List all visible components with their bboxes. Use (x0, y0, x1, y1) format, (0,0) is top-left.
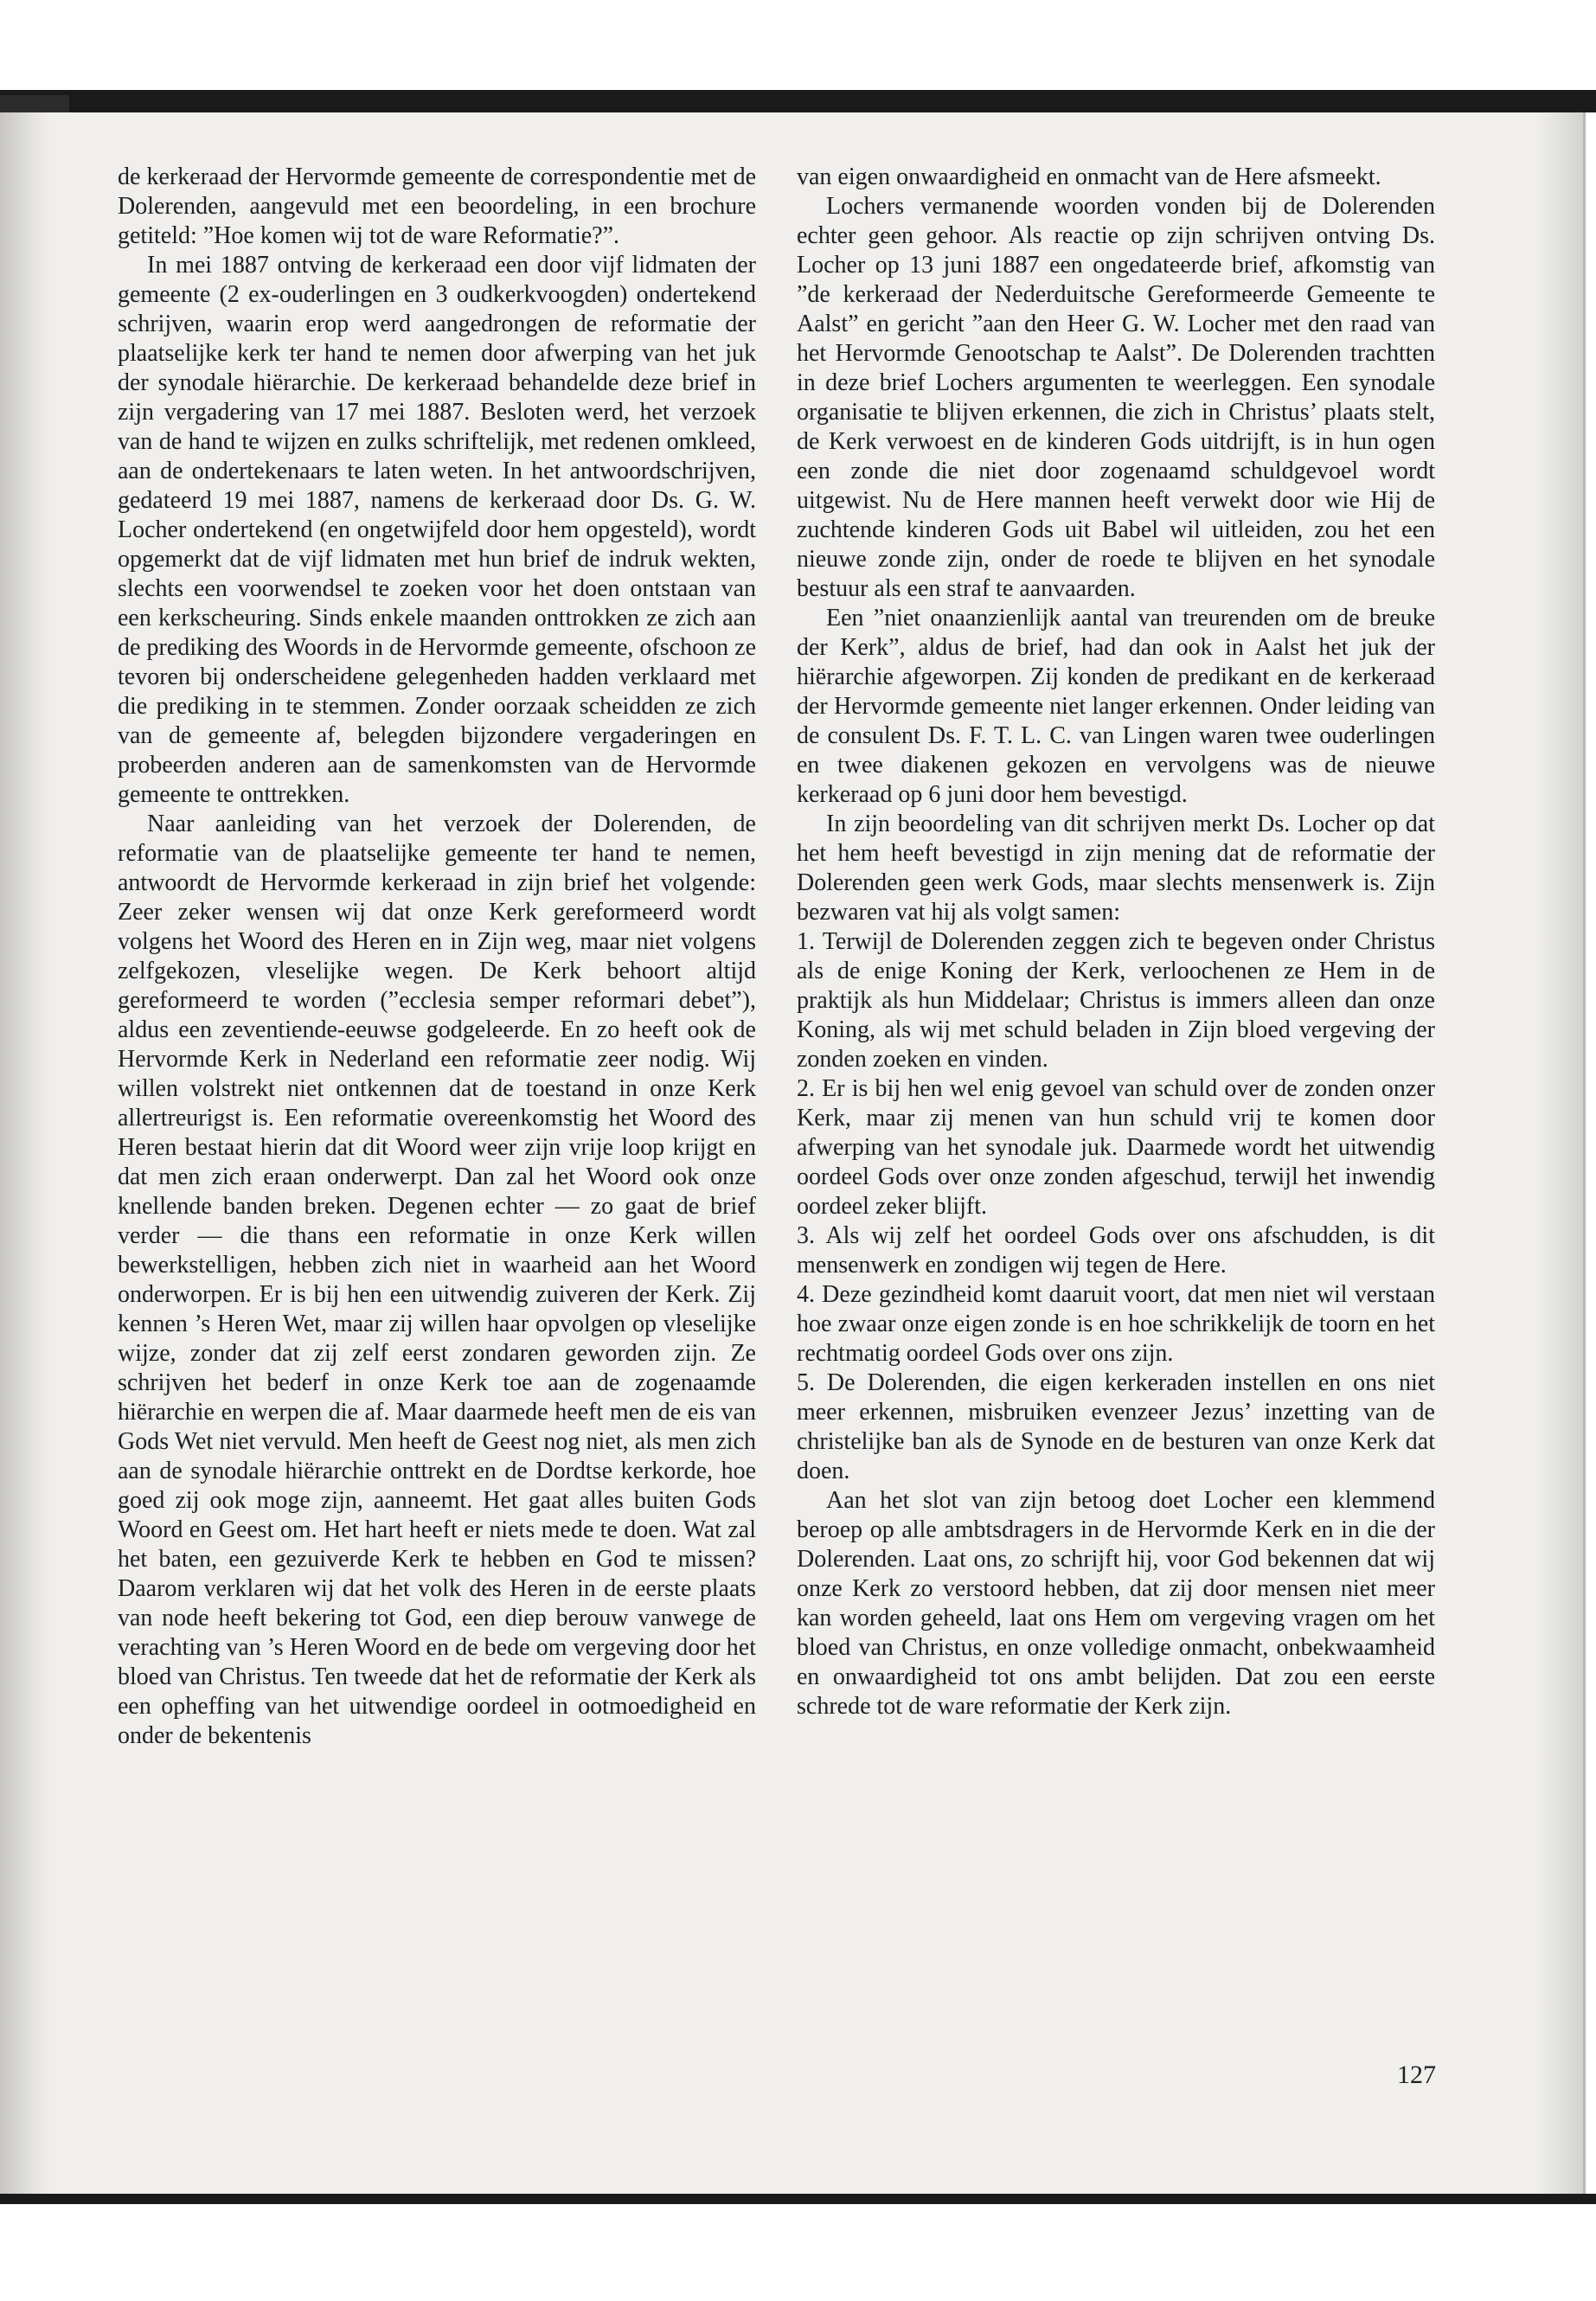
right-column (797, 163, 1435, 1721)
right-paragraph-1: van eigen onwaardigheid en onmacht van de Here afsmeekt. (797, 163, 1381, 190)
closing-paragraph: Aan het slot van zijn betoog doet Locher een klemmend beroep op alle ambtsdragers in de Hervormde Kerk en in die der Dolerenden. Laat ons, zo schrijft hij, voor God bekennen dat wij onze Kerk zo verstoord hebben, dat zij door mensen niet meer kan worden geheeld, laat ons Hem om vergeving vragen om het bloed van Christus, en onze volledige onmacht, onbekwaamheid en onwaardigheid tot ons ambt belijden. Dat zou een eerste schrede tot de ware reformatie der Kerk zijn. (797, 1487, 1435, 1720)
right-paragraph-4: In zijn beoordeling van dit schrijven merkt Ds. Locher op dat het hem heeft bevestigd in zijn mening dat de reformatie der Dolerenden geen werk Gods, maar slechts mensenwerk is. Zijn bezwaren vat hij als volgt samen: (797, 811, 1435, 926)
scan-corner-shadow (0, 95, 69, 114)
page-number: 127 (1397, 2061, 1436, 2089)
page-gutter-shadow (0, 112, 50, 2194)
left-column (118, 163, 756, 1751)
list-item: 2. Er is bij hen wel enig gevoel van schuld over de zonden onzer Kerk, maar zij menen van hun schuld vrij te komen door afwerping van het synodale juk. Daarmede wordt het uitwendig oordeel Gods over onze zonden afgeschud, terwijl het inwendig oordeel zeker blijft. (797, 1075, 1435, 1220)
list-item: 1. Terwijl de Dolerenden zeggen zich te begeven onder Christus als de enige Koning der Kerk, verloochenen ze Hem in de praktijk als hun Middelaar; Christus is immers alleen dan onze Koning, als wij met schuld beladen in Zijn bloed vergeving der zonden zoeken en vinden. (797, 928, 1435, 1073)
left-paragraph-1: de kerkeraad der Hervormde gemeente de correspondentie met de Dolerenden, aangevuld met een beoordeling, in een brochure getiteld: ”Hoe komen wij tot de ware Reformatie?”. (118, 163, 756, 249)
left-paragraph-2: In mei 1887 ontving de kerkeraad een door vijf lidmaten der gemeente (2 ex-ouderlingen en 3 oudkerkvoogden) ondertekend schrijven, waarin erop werd aangedrongen de reformatie der plaatselijke kerk ter hand te nemen door afwerping van het juk der synodale hiërarchie. De kerkeraad behandelde deze brief in zijn vergadering van 17 mei 1887. Besloten werd, het verzoek van de hand te wijzen en zulks schriftelijk, met redenen omkleed, aan de ondertekenaars te laten weten. In het antwoordschrijven, gedateerd 19 mei 1887, namens de kerkeraad door Ds. G. W. Locher ondertekend (en ongetwijfeld door hem opgesteld), wordt opgemerkt dat de vijf lidmaten met hun brief de indruk wekten, slechts een voorwendsel te zoeken voor het doen ontstaan van een kerkscheuring. Sinds enkele maanden onttrokken ze zich aan de prediking des Woords in de Hervormde gemeente, ofschoon ze tevoren bij onderscheidene gelegenheden hadden verklaard met die prediking in te stemmen. Zonder oorzaak scheidden ze zich van de gemeente af, belegden bijzondere vergaderingen en probeerden anderen aan de samenkomsten van de Hervormde gemeente te onttrekken. (118, 252, 756, 808)
list-item: 4. Deze gezindheid komt daaruit voort, dat men niet wil verstaan hoe zwaar onze eigen zonde is en hoe schrikkelijk de toorn en het rechtmatig oordeel Gods over ons zijn. (797, 1281, 1435, 1367)
page-fore-edge (1538, 112, 1583, 2194)
scan-bottom-border (0, 2194, 1596, 2204)
left-paragraph-3: Naar aanleiding van het verzoek der Dolerenden, de reformatie van de plaatselijke gemeente ter hand te nemen, antwoordt de Hervormde kerkeraad in zijn brief het volgende: Zeer zeker wensen wij dat onze Kerk gereformeerd wordt volgens het Woord des Heren en in Zijn weg, maar niet volgens zelfgekozen, vleselijke wegen. De Kerk behoort altijd gereformeerd te worden (”ecclesia semper reformari debet”), aldus een zeventiende-eeuwse godgeleerde. En zo heeft ook de Hervormde Kerk in Nederland een reformatie zeer nodig. Wij willen volstrekt niet ontkennen dat de toestand in onze Kerk allertreurigst is. Een reformatie overeenkomstig het Woord des Heren bestaat hierin dat dit Woord weer zijn vrije loop krijgt en dat men zich eraan onderwerpt. Dan zal het Woord ook onze knellende banden breken. Degenen echter — zo gaat de brief verder — die thans een reformatie in onze Kerk willen bewerkstelligen, hebben zich niet in waarheid aan het Woord onderworpen. Er is bij hen een uitwendig zuiveren der Kerk. Zij kennen ’s Heren Wet, maar zij willen haar opvolgen op vleselijke wijze, zonder dat zij zelf eerst zondaren geworden zijn. Ze schrijven het bederf in onze Kerk toe aan de zogenaamde hiërarchie en werpen die af. Maar daarmede heeft men de eis van Gods Wet niet vervuld. Men heeft de Geest nog niet, als men zich aan de synodale hiërarchie onttrekt en de Dordtse kerkorde, hoe goed zij ook moge zijn, aanneemt. Het gaat alles buiten Gods Woord en Geest om. Het hart heeft er niets mede te doen. Wat zal het baten, een gezuiverde Kerk te hebben en God te missen? Daarom verklaren wij dat het volk des Heren in de eerste plaats van node heeft bekering tot God, een diep berouw vanwege de verachting van ’s Heren Woord en de bede om vergeving door het bloed van Christus. Ten tweede dat het de reformatie der Kerk als een opheffing van het uitwendige oordeel in ootmoedigheid en onder de bekentenis (118, 811, 756, 1749)
list-item: 5. De Dolerenden, die eigen kerkeraden instellen en ons niet meer erkennen, misbruiken evenzeer Jezus’ inzetting van de christelijke ban als de Synode en de besturen van onze Kerk dat doen. (797, 1369, 1435, 1484)
list-item: 3. Als wij zelf het oordeel Gods over ons afschudden, is dit mensenwerk en zondigen wij tegen de Here. (797, 1222, 1435, 1279)
right-paragraph-2: Lochers vermanende woorden vonden bij de Dolerenden echter geen gehoor. Als reactie op zijn schrijven ontving Ds. Locher op 13 juni 1887 een ongedateerde brief, afkomstig van ”de kerkeraad der Nederduitsche Gereformeerde Gemeente te Aalst” en gericht ”aan den Heer G. W. Locher met den raad van het Hervormde Genootschap te Aalst”. De Dolerenden trachtten in deze brief Lochers argumenten te weerleggen. Een synodale organisatie te blijven erkennen, die zich in Christus’ plaats stelt, de Kerk verwoest en de kinderen Gods uitdrijft, is in hun ogen een zonde die niet door zogenaamd schuldgevoel wordt uitgewist. Nu de Here mannen heeft verwekt door wie Hij de zuchtende kinderen Gods uit Babel wil uitleiden, zou het een nieuwe zonde zijn, onder de roede te blijven en het synodale bestuur als een straf te aanvaarden. (797, 193, 1435, 602)
right-paragraph-3: Een ”niet onaanzienlijk aantal van treurenden om de breuke der Kerk”, aldus de brief, had dan ook in Aalst het juk der hiërarchie afgeworpen. Zij konden de predikant en de kerkeraad der Hervormde gemeente niet langer erkennen. Onder leiding van de consulent Ds. F. T. L. C. van Lingen waren twee ouderlingen en twee diakenen gekozen en vervolgens was de nieuwe kerkeraad op 6 juni door hem bevestigd. (797, 605, 1435, 808)
scan-top-border (0, 90, 1596, 112)
